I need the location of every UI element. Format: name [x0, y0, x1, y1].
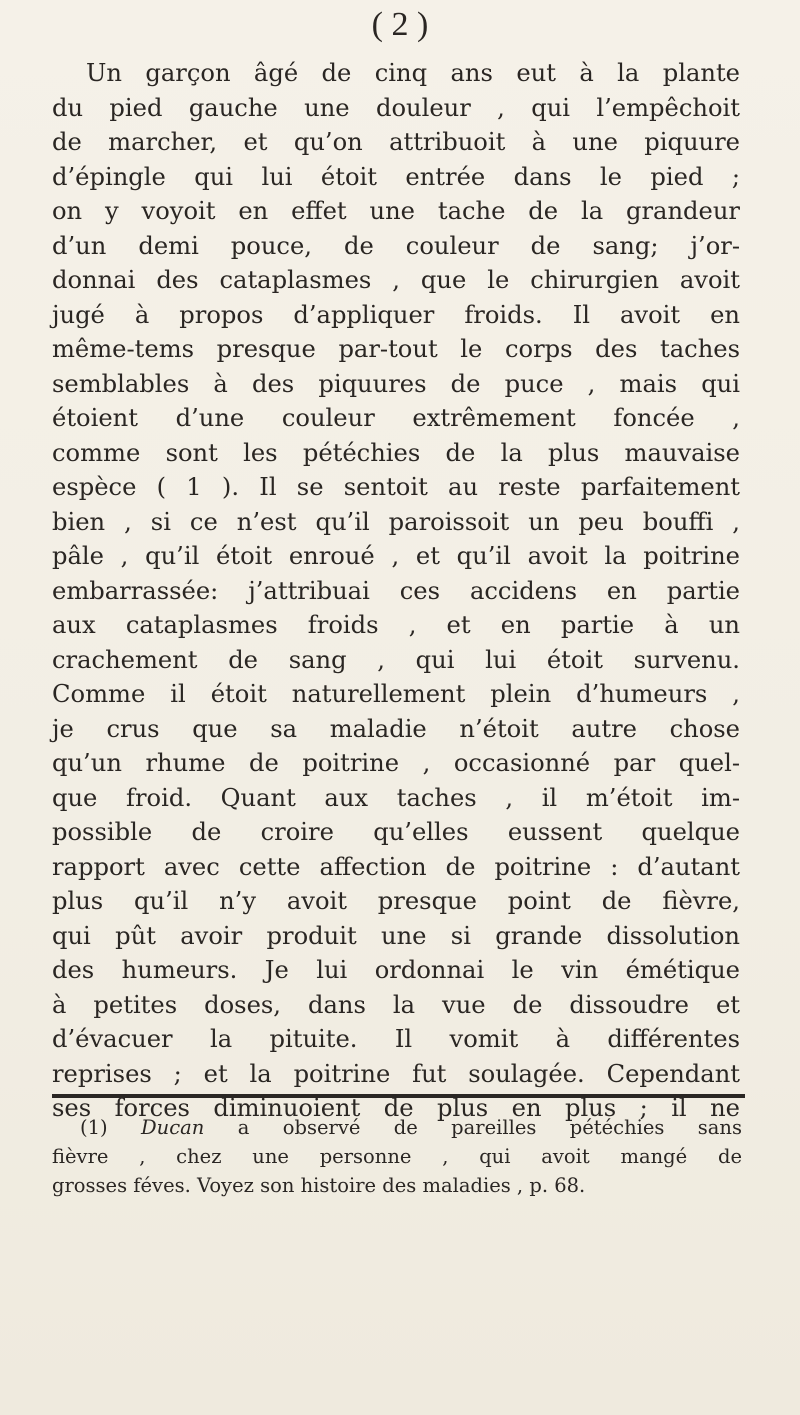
- text-line: du pied gauche une douleur , qui l’empêchoit: [52, 93, 740, 122]
- text-line: ses forces diminuoient de plus en plus ; il ne: [52, 1094, 740, 1122]
- text-line: possible de croire qu’elles eussent quelque: [52, 818, 740, 846]
- main-paragraph: [52, 56, 740, 1126]
- footnote-line: fièvre , chez une personne , qui avoit mangé de: [52, 1145, 742, 1168]
- text-line: des humeurs. Je lui ordonnai le vin émétique: [52, 956, 740, 984]
- text-line: plus qu’il n’y avoit presque point de fièvre,: [52, 887, 740, 915]
- text-line: à petites doses, dans la vue de dissoudre et: [52, 990, 740, 1019]
- text-line: embarrassée: j’attribuai ces accidens en partie: [52, 576, 740, 605]
- text-line: semblables à des piquures de puce , mais qui: [52, 369, 740, 398]
- text-line: on y voyoit en effet une tache de la grandeur: [52, 197, 740, 225]
- text-line: qui pût avoir produit une si grande dissolution: [52, 921, 740, 950]
- text-line: donnai des cataplasmes , que le chirurgien avoit: [52, 266, 740, 294]
- text-line: bien , si ce n’est qu’il paroissoit un peu bouffi ,: [52, 507, 740, 536]
- text-line: aux cataplasmes froids , et en partie à un: [52, 611, 740, 639]
- text-line: jugé à propos d’appliquer froids. Il avoit en: [52, 300, 740, 329]
- text-line: Comme il étoit naturellement plein d’humeurs ,: [52, 680, 740, 708]
- text-line: comme sont les pétéchies de la plus mauvaise: [52, 438, 740, 467]
- text-line: je crus que sa maladie n’étoit autre chose: [52, 714, 740, 743]
- text-line: d’épingle qui lui étoit entrée dans le pied ;: [52, 162, 740, 191]
- text-line: crachement de sang , qui lui étoit survenu.: [52, 645, 740, 674]
- text-line: Un garçon âgé de cinq ans eut à la plante: [86, 59, 740, 87]
- text-line: d’un demi pouce, de couleur de sang; j’or-: [52, 231, 740, 260]
- text-line: même-tems presque par-tout le corps des taches: [52, 335, 740, 363]
- footnote-author: Ducan: [141, 1116, 205, 1139]
- text-line: étoient d’une couleur extrêmement foncée ,: [52, 404, 740, 432]
- text-line: rapport avec cette affection de poitrine : d’autant: [52, 852, 740, 881]
- text-line: reprises ; et la poitrine fut soulagée. Cependant: [52, 1059, 740, 1088]
- footnote-line: grosses féves. Voyez son histoire des maladies , p. 68.: [52, 1174, 586, 1197]
- footnote-divider: [52, 1094, 745, 1098]
- footnote-text: a observé de pareilles pétéchies sans: [237, 1116, 742, 1139]
- text-line: pâle , qu’il étoit enroué , et qu’il avoit la poitrine: [52, 542, 740, 570]
- text-line: de marcher, et qu’on attribuoit à une piquure: [52, 128, 740, 156]
- footnote-line: [52, 1113, 742, 1142]
- page-number: ( 2 ): [371, 6, 429, 43]
- text-line: d’évacuer la pituite. Il vomit à différentes: [52, 1025, 740, 1053]
- text-line: espèce ( 1 ). Il se sentoit au reste parfaitement: [52, 473, 740, 501]
- footnote: [52, 1113, 742, 1200]
- footnote-marker: (1): [80, 1116, 108, 1139]
- text-line: que froid. Quant aux taches , il m’étoit im-: [52, 783, 740, 812]
- text-line: qu’un rhume de poitrine , occasionné par quel-: [52, 749, 740, 777]
